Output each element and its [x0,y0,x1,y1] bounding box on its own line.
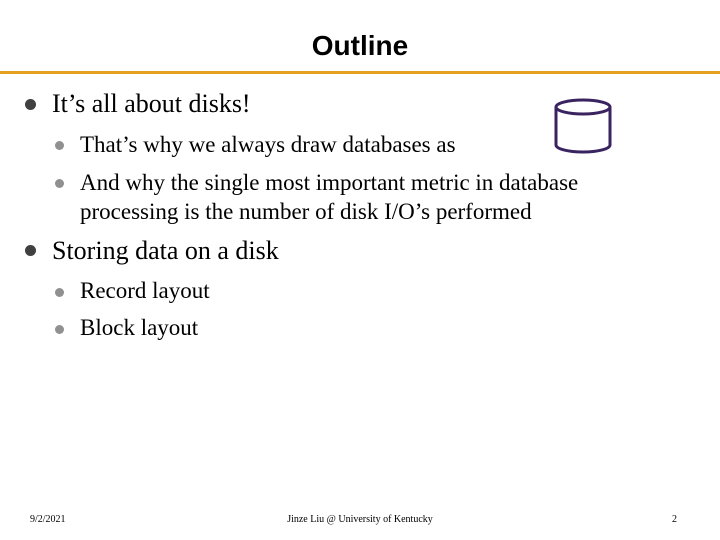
bullet-dot [25,99,36,110]
sub-bullet-dot [55,179,64,188]
database-cylinder-icon [553,97,613,157]
sub-bullet-dot [55,288,64,297]
sub-bullet-text: That’s why we always draw databases as [80,132,456,157]
sub-bullet-text: And why the single most important metric in database [80,170,579,195]
slide-title: Outline [311,30,409,61]
bullet-text: Storing data on a disk [52,236,279,265]
footer-page-number: 2 [672,514,677,525]
sub-bullet-text-continued: processing is the number of disk I/O’s performed [80,199,532,224]
bullet-dot [25,245,36,256]
sub-bullet-text: Block layout [80,315,199,340]
sub-bullet-dot [55,325,64,334]
sub-bullet-text: Record layout [80,278,210,303]
footer-date: 9/2/2021 [30,514,66,525]
title-divider [0,71,720,74]
sub-bullet-dot [55,141,64,150]
footer-author: Jinze Liu @ University of Kentucky [287,514,433,525]
bullet-text: It’s all about disks! [52,89,251,118]
